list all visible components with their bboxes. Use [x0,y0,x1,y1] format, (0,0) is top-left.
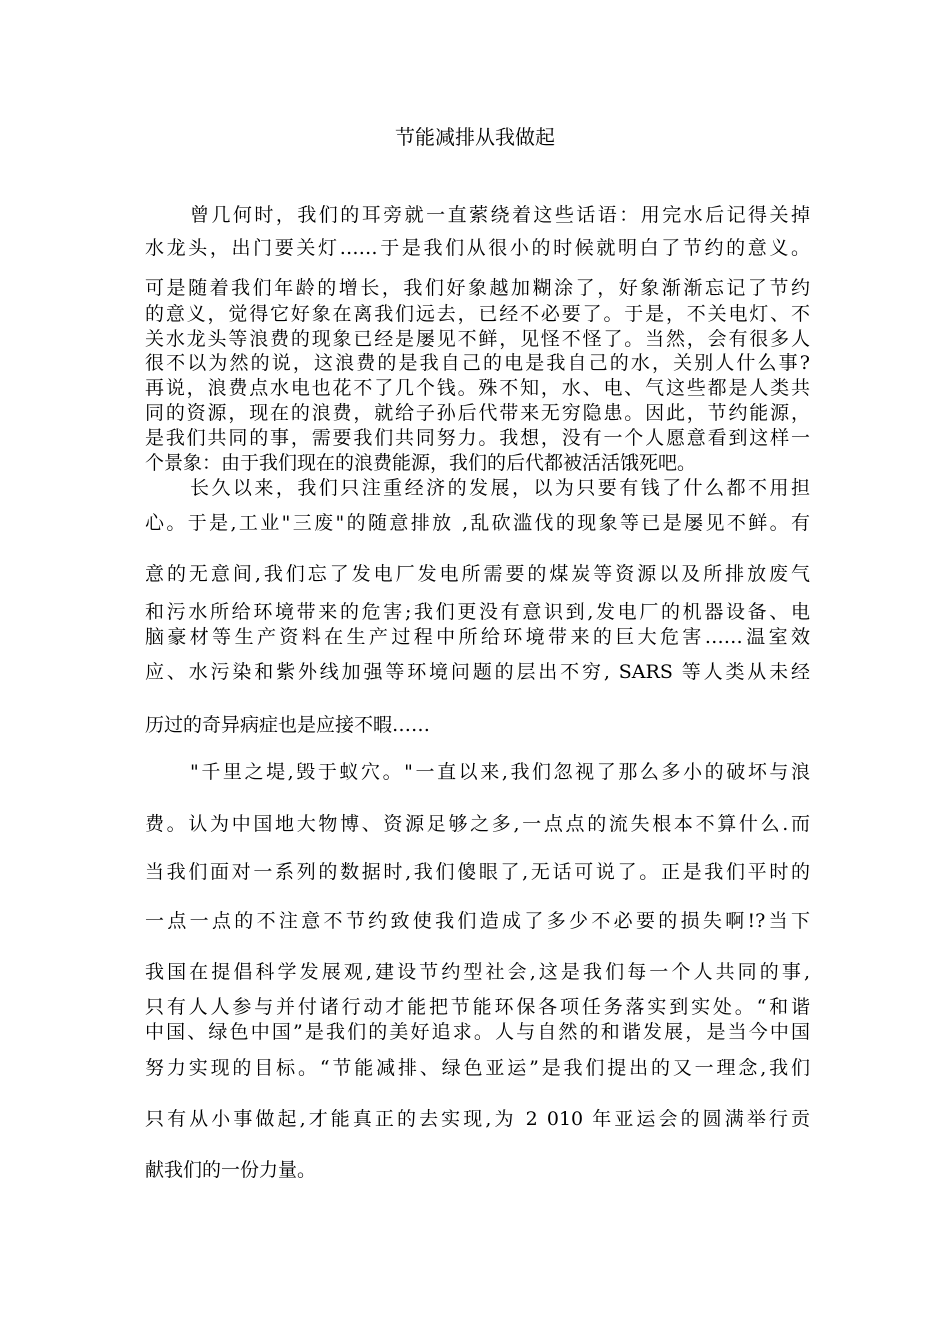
text-line: 水龙头，出门要关灯……于是我们从很小的时候就明白了节约的意义。 [145,237,810,259]
text-line: 是我们共同的事，需要我们共同努力。我想，没有一个人愿意看到这样一 [145,427,810,449]
text-line: 中国、绿色中国”是我们的美好追求。人与自然的和谐发展，是当今中国 [145,1021,810,1043]
text-line: 我国在提倡科学发展观,建设节约型社会,这是我们每一个人共同的事, [145,961,810,983]
text-line: "千里之堤,毁于蚁穴。"一直以来,我们忽视了那么多小的破坏与浪 [190,761,810,783]
text-line: 只有从小事做起,才能真正的去实现,为 2 010 年亚运会的圆满举行贡 [145,1108,810,1130]
text-line: 很不以为然的说，这浪费的是我自己的电是我自己的水，关别人什么事? [145,352,810,374]
text-line: 努力实现的目标。“节能减排、绿色亚运”是我们提出的又一理念,我们 [145,1057,810,1079]
text-line: 心。于是,工业"三废"的随意排放 ,乱砍滥伐的现象等已是屡见不鲜。有 [145,512,810,534]
text-line: 脑豪材等生产资料在生产过程中所给环境带来的巨大危害……温室效 [145,626,810,648]
text-line: 一点一点的不注意不节约致使我们造成了多少不必要的损失啊!?当下 [145,910,810,932]
text-line: 同的资源，现在的浪费，就给子孙后代带来无穷隐患。因此，节约能源， [145,402,810,424]
text-line: 长久以来，我们只注重经济的发展，以为只要有钱了什么都不用担 [190,477,810,499]
text-line: 的意义，觉得它好象在离我们远去，已经不必要了。于是，不关电灯、不 [145,303,810,325]
text-line: 只有人人参与并付诸行动才能把节能环保各项任务落实到实处。“和谐 [145,996,810,1018]
text-line: 个景象：由于我们现在的浪费能源，我们的后代都被活活饿死吧。 [145,452,697,474]
text-line: 献我们的一份力量。 [145,1159,317,1181]
text-line: 关水龙头等浪费的现象已经是屡见不鲜，见怪不怪了。当然，会有很多人 [145,328,810,350]
text-line: 曾几何时，我们的耳旁就一直萦绕着这些话语：用完水后记得关掉 [190,204,810,226]
text-line: 和污水所给环境带来的危害;我们更没有意识到,发电厂的机器设备、电 [145,601,810,623]
text-line: 再说，浪费点水电也花不了几个钱。殊不知，水、电、气这些都是人类共 [145,377,810,399]
text-line: 历过的奇异病症也是应接不暇…… [145,714,431,736]
text-line: 可是随着我们年龄的增长，我们好象越加糊涂了，好象渐渐忘记了节约 [145,277,810,299]
text-line: 当我们面对一系列的数据时,我们傻眼了,无话可说了。正是我们平时的 [145,861,810,883]
text-line: 费。认为中国地大物博、资源足够之多,一点点的流失根本不算什么.而 [145,813,810,835]
document-title: 节能减排从我做起 [395,125,555,149]
text-line: 意的无意间,我们忘了发电厂发电所需要的煤炭等资源以及所排放废气 [145,563,810,585]
text-line: 应、水污染和紫外线加强等环境问题的层出不穷, SARS 等人类从未经 [145,661,810,683]
